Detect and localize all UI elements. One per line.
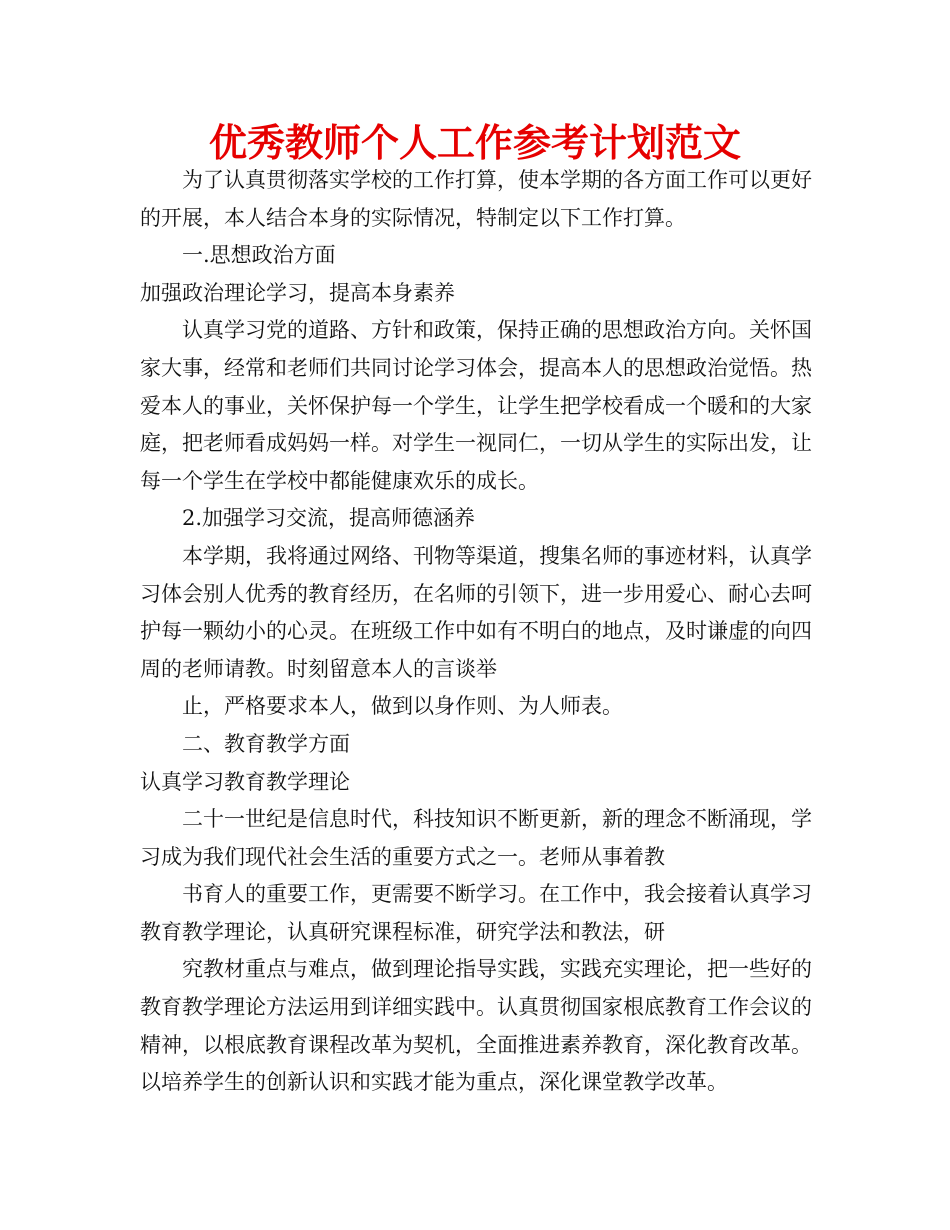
intro-paragraph: 为了认真贯彻落实学校的工作打算，使本学期的各方面工作可以更好的开展，本人结合本身的实际情况，特制定以下工作打算。 [140,168,812,230]
subheading-political-theory: 加强政治理论学习，提高本身素养 [140,280,455,305]
body-paragraph: 究教材重点与难点，做到理论指导实践，实践充实理论，把一些好的教育教学理论方法运用到详细实践中。认真贯彻国家根底教育工作会议的精神，以根底教育课程改革为契机，全面推进素养教育，深化教育改革。以培养学生的创新认识和实践才能为重点，深化课堂教学改革。 [140,957,812,1095]
body-paragraph: 书育人的重要工作，更需要不断学习。在工作中，我会接着认真学习教育教学理论，认真研究课程标准，研究学法和教法，研 [140,882,812,944]
body-paragraph: 二十一世纪是信息时代，科技知识不断更新，新的理念不断涌现，学习成为我们现代社会生活的重要方式之一。老师从事着教 [140,807,812,869]
section-heading-political: 一.思想政治方面 [182,243,336,268]
body-paragraph: 本学期，我将通过网络、刊物等渠道，搜集名师的事迹材料，认真学习体会别人优秀的教育经历，在名师的引领下，进一步用爱心、耐心去呵护每一颗幼小的心灵。在班级工作中如有不明白的地点，及时谦虚的向四周的老师请教。时刻留意本人的言谈举 [140,543,812,681]
subheading-teaching-theory: 认真学习教育教学理论 [140,769,350,794]
document-body [140,162,812,1102]
body-paragraph: 认真学习党的道路、方针和政策，保持正确的思想政治方向。关怀国家大事，经常和老师们共同讨论学习体会，提高本人的思想政治觉悟。热爱本人的事业，关怀保护每一个学生，让学生把学校看成一个暖和的大家庭，把老师看成妈妈一样。对学生一视同仁，一切从学生的实际出发，让每一个学生在学校中都能健康欢乐的成长。 [140,318,812,493]
body-paragraph: 止，严格要求本人，做到以身作则、为人师表。 [182,694,623,719]
subheading-ethics: 2.加强学习交流，提高师德涵养 [182,506,476,531]
document-title: 优秀教师个人工作参考计划范文 [208,121,741,165]
section-heading-teaching: 二、教育教学方面 [182,731,350,756]
